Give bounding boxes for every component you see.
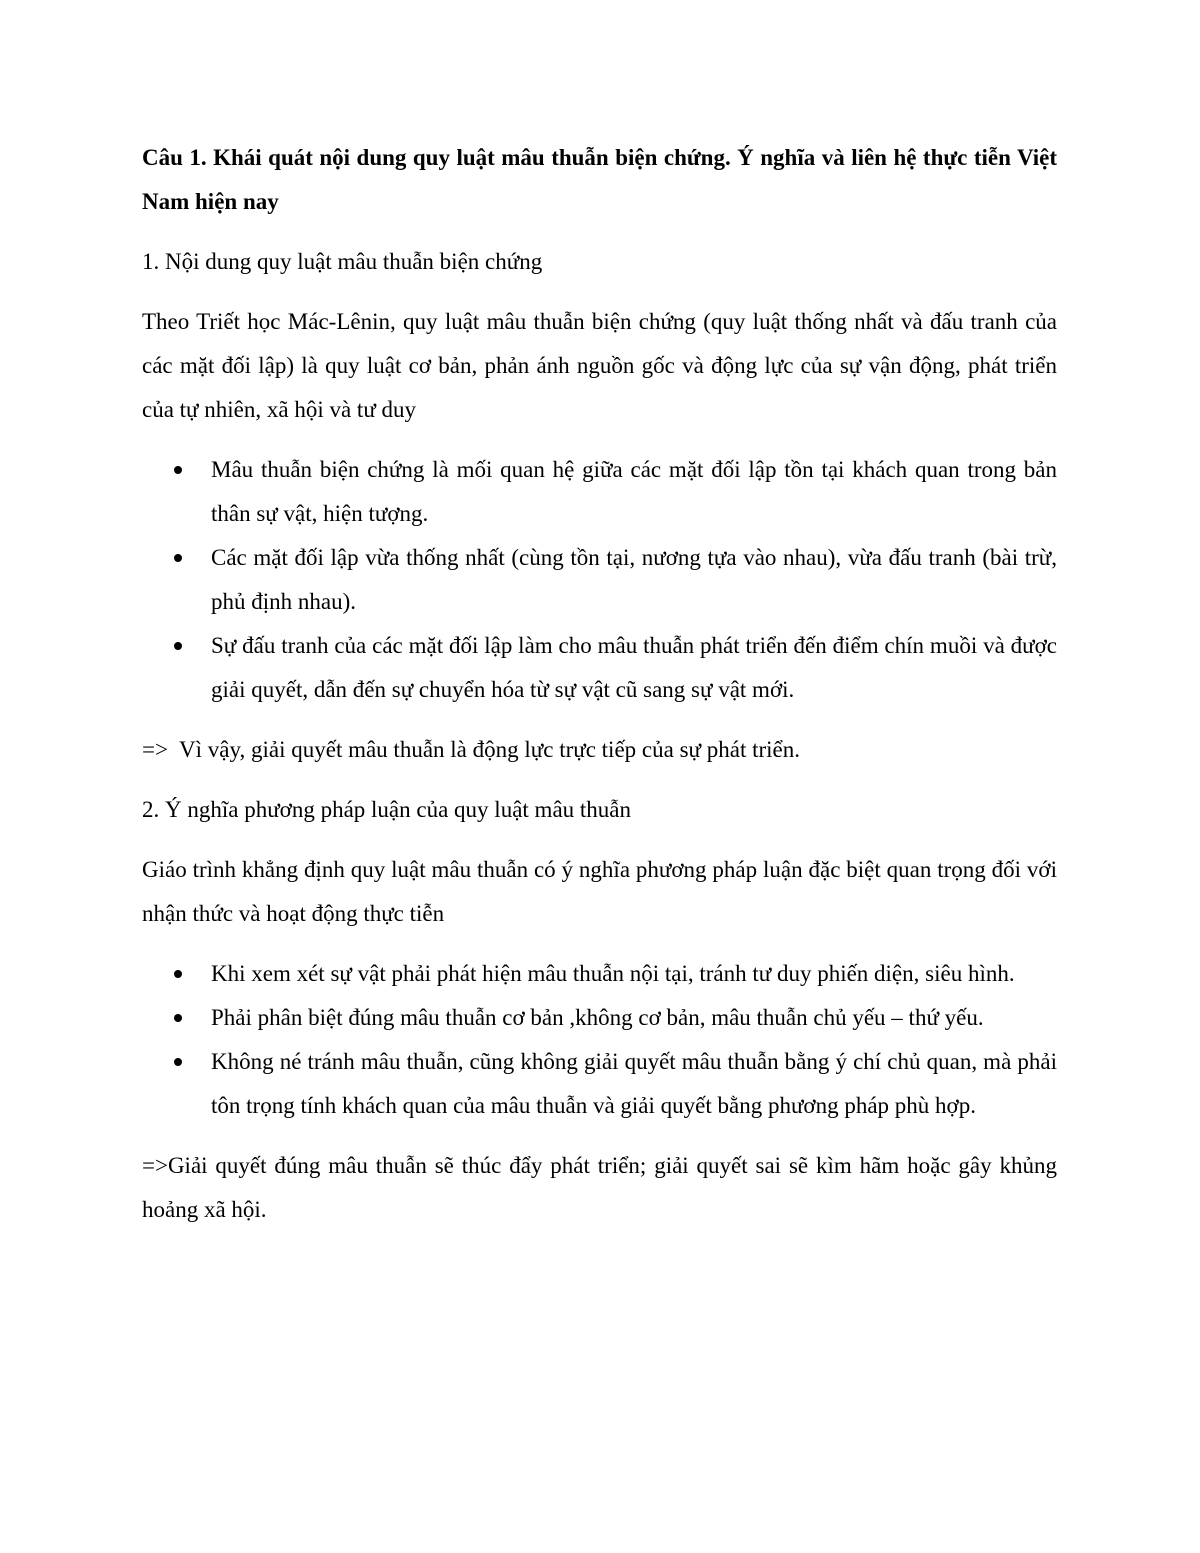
section-2-bullet-text: Không né tránh mâu thuẫn, cũng không giải quyết mâu thuẫn bằng ý chí chủ quan, mà phải tôn trọng tính khách quan của mâu thuẫn và giải quyết bằng phương pháp phù hợp. [211, 1049, 1057, 1118]
section-2-conclusion: =>Giải quyết đúng mâu thuẫn sẽ thúc đẩy phát triển; giải quyết sai sẽ kìm hãm hoặc gây khủng hoảng xã hội. [142, 1153, 1057, 1222]
bullet-icon [174, 1058, 182, 1066]
section-1-bullet-item [211, 624, 1057, 712]
section-1-bullet-text: Các mặt đối lập vừa thống nhất (cùng tồn tại, nương tựa vào nhau), vừa đấu tranh (bài trừ, phủ định nhau). [211, 545, 1057, 614]
document-body [142, 136, 1057, 1248]
bullet-icon [174, 554, 182, 562]
section-2-bullet-item [211, 952, 1057, 996]
bullet-icon [174, 1014, 182, 1022]
section-1-bullet-item [211, 448, 1057, 536]
section-1-intro: Theo Triết học Mác-Lênin, quy luật mâu thuẫn biện chứng (quy luật thống nhất và đấu tranh của các mặt đối lập) là quy luật cơ bản, phản ánh nguồn gốc và động lực của sự vận động, phát triển của tự nhiên, xã hội và tư duy [142, 309, 1057, 422]
section-1-bullet-text: Sự đấu tranh của các mặt đối lập làm cho mâu thuẫn phát triển đến điểm chín muồi và được giải quyết, dẫn đến sự chuyển hóa từ sự vật cũ sang sự vật mới. [211, 633, 1057, 702]
bullet-icon [174, 466, 182, 474]
document-title: Câu 1. Khái quát nội dung quy luật mâu thuẫn biện chứng. Ý nghĩa và liên hệ thực tiễn Việt Nam hiện nay [142, 145, 1057, 214]
section-2-bullet-item [211, 1040, 1057, 1128]
section-1-heading: 1. Nội dung quy luật mâu thuẫn biện chứng [142, 249, 543, 274]
section-1-bullet-text: Mâu thuẫn biện chứng là mối quan hệ giữa các mặt đối lập tồn tại khách quan trong bản thân sự vật, hiện tượng. [211, 457, 1057, 526]
section-1-bullet-list [142, 448, 1057, 712]
bullet-icon [174, 970, 182, 978]
section-2-heading: 2. Ý nghĩa phương pháp luận của quy luật mâu thuẫn [142, 797, 631, 822]
section-2-bullet-text: Phải phân biệt đúng mâu thuẫn cơ bản ,không cơ bản, mâu thuẫn chủ yếu – thứ yếu. [211, 1005, 984, 1030]
section-2-bullet-item [211, 996, 1057, 1040]
bullet-icon [174, 642, 182, 650]
section-2-intro: Giáo trình khẳng định quy luật mâu thuẫn có ý nghĩa phương pháp luận đặc biệt quan trọng đối với nhận thức và hoạt động thực tiễn [142, 857, 1057, 926]
section-2-bullet-text: Khi xem xét sự vật phải phát hiện mâu thuẫn nội tại, tránh tư duy phiến diện, siêu hình. [211, 961, 1015, 986]
section-2-bullet-list [142, 952, 1057, 1128]
section-1-conclusion: => Vì vậy, giải quyết mâu thuẫn là động lực trực tiếp của sự phát triển. [142, 737, 800, 762]
section-1-bullet-item [211, 536, 1057, 624]
